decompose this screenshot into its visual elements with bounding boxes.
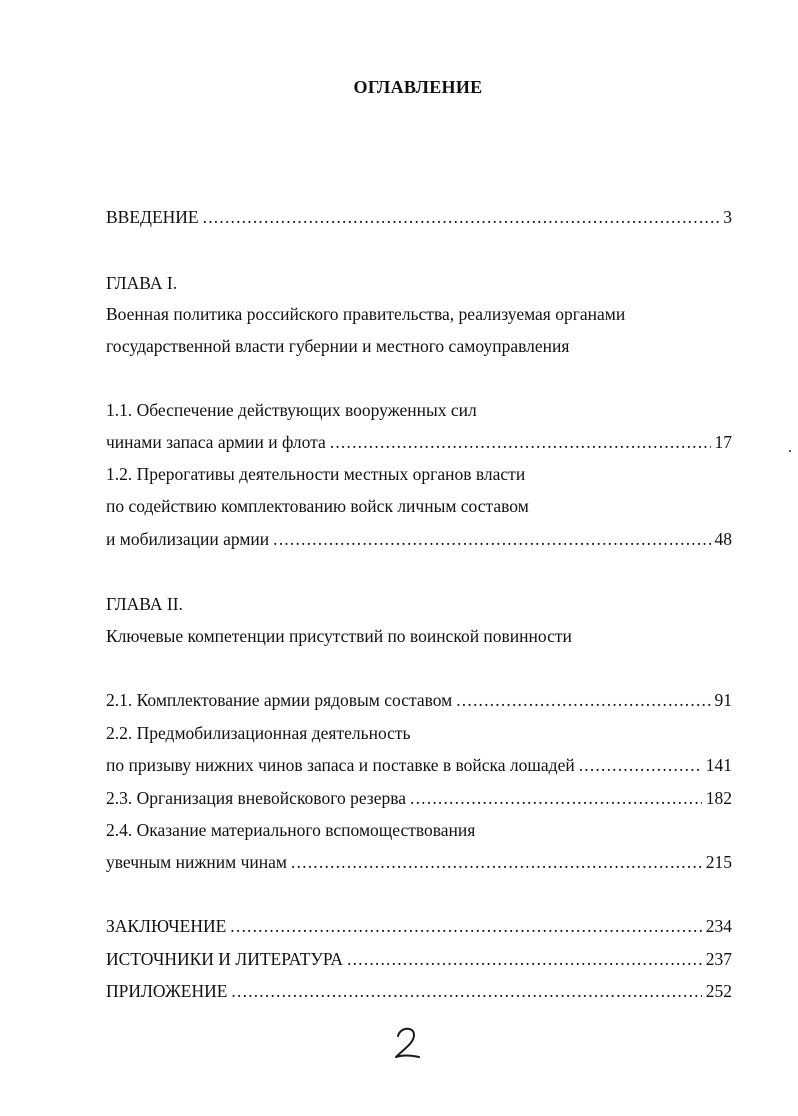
section-1-1-line-1: 1.1. Обеспечение действующих вооруженных сил	[106, 400, 477, 420]
toc-label: ЗАКЛЮЧЕНИЕ	[106, 916, 227, 936]
dot-leader	[347, 947, 702, 971]
toc-entry-conclusion	[106, 914, 732, 938]
toc-page-number: 252	[705, 981, 732, 1001]
chapter-1-title-line-2: государственной власти губернии и местного самоуправления	[106, 336, 570, 356]
toc-page-number: 17	[714, 432, 732, 452]
chapter-1-title-line-1: Военная политика российского правительства, реализуемая органами	[106, 304, 626, 324]
handwritten-page-number	[386, 1022, 430, 1066]
chapter-2-heading: ГЛАВА II.	[106, 594, 183, 614]
chapter-1-heading: ГЛАВА I.	[106, 273, 178, 293]
toc-label: по призыву нижних чинов запаса и поставке в войска лошадей	[106, 755, 575, 775]
dot-leader	[410, 786, 702, 810]
toc-page-number: 215	[705, 852, 732, 872]
toc-label: ВВЕДЕНИЕ	[106, 207, 199, 227]
toc-entry-section-2-3	[106, 786, 732, 810]
toc-entry-intro	[106, 205, 732, 229]
dot-leader	[330, 430, 711, 454]
toc-page-number: 237	[705, 949, 732, 969]
toc-label: 2.3. Организация вневойскового резерва	[106, 788, 407, 808]
dot-leader	[456, 688, 710, 712]
section-1-2-line-1: 1.2. Прерогативы деятельности местных органов власти	[106, 464, 526, 484]
toc-page-number: 234	[705, 916, 732, 936]
toc-entry-section-2-2	[106, 753, 732, 777]
toc-entry-section-1-1	[106, 430, 732, 454]
toc-page-number: 48	[714, 529, 732, 549]
dot-leader	[231, 979, 701, 1003]
page-title: ОГЛАВЛЕНИЕ	[353, 77, 483, 97]
dot-leader	[230, 914, 701, 938]
toc-entry-section-2-1	[106, 688, 732, 712]
dot-leader	[579, 753, 702, 777]
toc-entry-section-1-2	[106, 527, 732, 551]
chapter-2-title-line-1: Ключевые компетенции присутствий по воинской повинности	[106, 626, 572, 646]
section-1-2-line-2: по содействию комплектованию войск личным составом	[106, 496, 529, 516]
toc-label: ИСТОЧНИКИ И ЛИТЕРАТУРА	[106, 949, 344, 969]
toc-page-number: 141	[705, 755, 732, 775]
section-2-4-line-1: 2.4. Оказание материального вспомоществования	[106, 820, 476, 840]
toc-label: ПРИЛОЖЕНИЕ	[106, 981, 228, 1001]
section-2-2-line-1: 2.2. Предмобилизационная деятельность	[106, 723, 411, 743]
toc-label: и мобилизации армии	[106, 529, 270, 549]
toc-label: увечным нижним чинам	[106, 852, 287, 872]
toc-page-number: 182	[705, 788, 732, 808]
toc-label: чинами запаса армии и флота	[106, 432, 326, 452]
dot-leader	[273, 527, 710, 551]
scan-speck	[789, 450, 791, 452]
toc-entry-appendix	[106, 979, 732, 1003]
dot-leader	[291, 850, 702, 874]
toc-page-number: 91	[714, 690, 732, 710]
toc-entry-section-2-4	[106, 850, 732, 874]
toc-label: 2.1. Комплектование армии рядовым составом	[106, 690, 453, 710]
toc-entry-sources	[106, 947, 732, 971]
toc-page-number: 3	[723, 207, 732, 227]
dot-leader	[203, 205, 720, 229]
